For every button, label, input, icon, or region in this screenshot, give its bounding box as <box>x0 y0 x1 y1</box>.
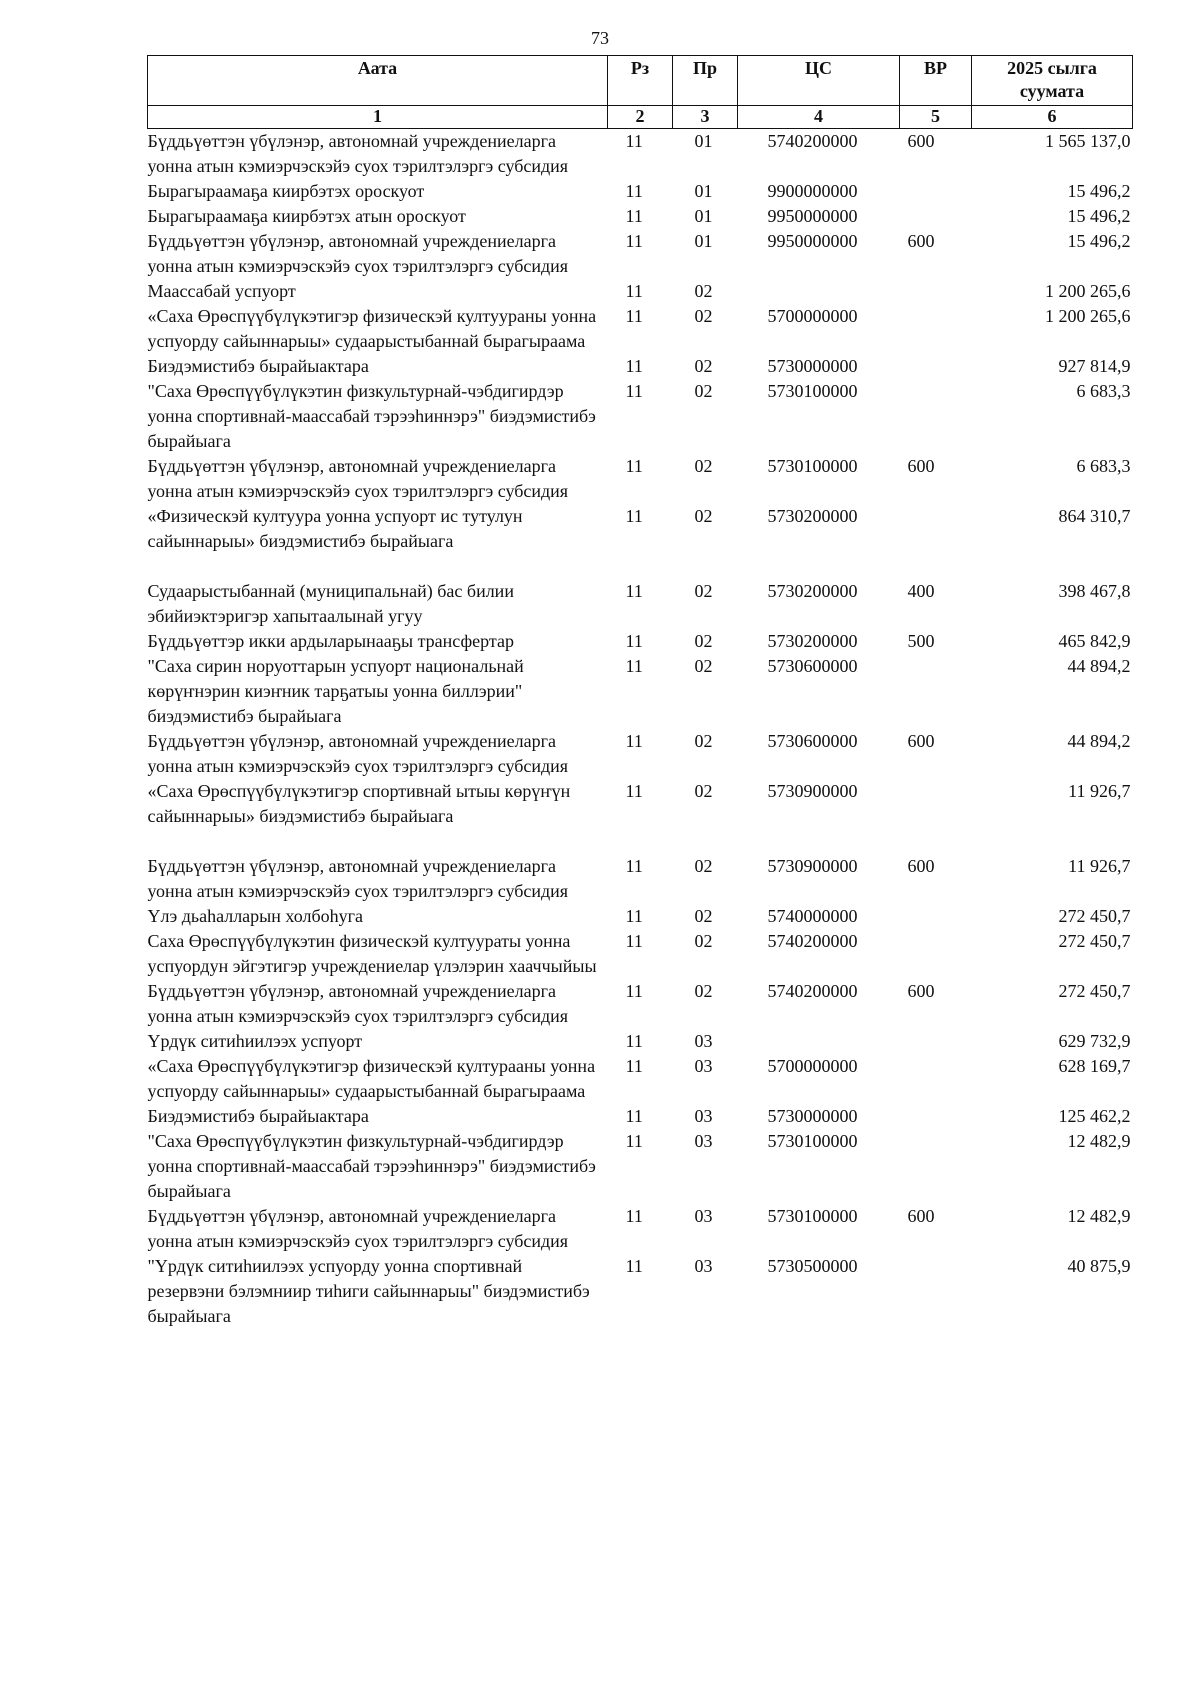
row-name: "Үрдүк ситиһиилээх успуорду уонна спортивнай резервэни бэлэмниир тиһиги сайыннарыы" биэдэмистибэ бырайыага <box>147 1256 590 1326</box>
row-cs: 5730900000 <box>767 856 858 876</box>
row-name: «Физическэй култуура уонна успуорт ис тутулун сайыннарыы» биэдэмистибэ бырайыага <box>147 506 523 551</box>
row-pr: 02 <box>694 931 713 951</box>
row-name: Бүддьүөттэн үбүлэнэр, автономнай учреждениеларга уонна атын кэмиэрчэскэйэ суох тэрилтэлэргэ субсидия <box>147 981 569 1026</box>
row-sum: 927 814,9 <box>1058 356 1131 376</box>
row-vr: 600 <box>907 456 935 476</box>
row-name: Маассабай успуорт <box>147 281 296 301</box>
row-name: Үрдүк ситиһиилээх успуорт <box>147 1031 363 1051</box>
row-pr: 02 <box>694 356 713 376</box>
table-row <box>148 904 1133 929</box>
row-sum: 44 894,2 <box>1067 731 1131 751</box>
row-rz: 11 <box>625 581 643 601</box>
row-cs: 5740000000 <box>767 906 858 926</box>
row-sum: 864 310,7 <box>1058 506 1131 526</box>
row-cs: 5730900000 <box>767 781 858 801</box>
header-number: 6 <box>972 106 1133 129</box>
row-vr: 600 <box>907 856 935 876</box>
row-vr <box>900 904 972 929</box>
row-rz: 11 <box>625 981 643 1001</box>
row-sum: 11 926,7 <box>1068 781 1131 801</box>
table-row <box>148 654 1133 729</box>
row-vr: 500 <box>907 631 935 651</box>
table-row <box>148 504 1133 579</box>
row-name: Үлэ дьаһалларын холбоһуга <box>147 906 363 926</box>
budget-table <box>147 55 1133 1329</box>
row-cs: 5740200000 <box>767 131 858 151</box>
row-sum: 125 462,2 <box>1058 1106 1131 1126</box>
row-sum: 11 926,7 <box>1068 856 1131 876</box>
header-pr: Пр <box>673 56 738 106</box>
row-sum: 6 683,3 <box>1076 381 1131 401</box>
header-sum: 2025 сылга суумата <box>972 56 1133 106</box>
header-name: Аата <box>148 56 608 106</box>
row-rz: 11 <box>625 906 643 926</box>
table-row <box>148 979 1133 1029</box>
row-rz: 11 <box>625 731 643 751</box>
row-vr <box>900 279 972 304</box>
row-pr: 02 <box>694 656 713 676</box>
row-pr: 02 <box>694 781 713 801</box>
row-pr: 01 <box>694 181 713 201</box>
row-vr <box>900 354 972 379</box>
row-cs: 5730200000 <box>767 506 858 526</box>
table-row <box>148 1204 1133 1254</box>
row-vr: 400 <box>907 581 935 601</box>
row-name: Бырагыраамаҕа киирбэтэх ороскуот <box>147 181 425 201</box>
row-name: Саха Өрөспүүбүлүкэтин физическэй култуураты уонна успуордун эйгэтигэр учреждениелар үлэлэрин хааччыйыы <box>147 931 597 976</box>
table-row <box>148 229 1133 279</box>
row-vr <box>900 654 972 729</box>
row-pr: 03 <box>694 1256 713 1276</box>
row-vr <box>900 504 972 579</box>
row-pr: 03 <box>694 1106 713 1126</box>
table-row <box>148 1104 1133 1129</box>
row-name: Биэдэмистибэ бырайыактара <box>147 356 369 376</box>
row-pr: 02 <box>694 906 713 926</box>
row-sum: 628 169,7 <box>1058 1056 1131 1076</box>
row-sum: 272 450,7 <box>1058 931 1131 951</box>
row-cs: 5730100000 <box>767 1131 858 1151</box>
row-vr: 600 <box>907 1206 935 1226</box>
row-sum: 398 467,8 <box>1058 581 1131 601</box>
row-vr <box>900 304 972 354</box>
row-name: Бүддьүөттэн үбүлэнэр, автономнай учреждениеларга уонна атын кэмиэрчэскэйэ суох тэрилтэлэргэ субсидия <box>147 131 569 176</box>
row-vr <box>900 1129 972 1204</box>
row-cs: 5730500000 <box>767 1256 858 1276</box>
row-cs: 5740200000 <box>767 981 858 1001</box>
table-row <box>148 204 1133 229</box>
row-pr: 02 <box>694 856 713 876</box>
page-number: 73 <box>591 28 609 48</box>
row-pr: 03 <box>694 1131 713 1151</box>
row-rz: 11 <box>625 1056 643 1076</box>
table-row <box>148 279 1133 304</box>
row-sum: 15 496,2 <box>1067 181 1131 201</box>
row-name: Бүддьүөттэн үбүлэнэр, автономнай учреждениеларга уонна атын кэмиэрчэскэйэ суох тэрилтэлэргэ субсидия <box>147 731 569 776</box>
table-row <box>148 854 1133 904</box>
row-name: Бүддьүөттэн үбүлэнэр, автономнай учреждениеларга уонна атын кэмиэрчэскэйэ суох тэрилтэлэргэ субсидия <box>147 231 569 276</box>
table-row <box>148 579 1133 629</box>
row-rz: 11 <box>625 781 643 801</box>
row-sum: 15 496,2 <box>1067 231 1131 251</box>
row-cs: 9900000000 <box>767 181 858 201</box>
row-rz: 11 <box>625 281 643 301</box>
row-sum: 40 875,9 <box>1067 1256 1131 1276</box>
header-cs: ЦС <box>738 56 900 106</box>
row-pr: 03 <box>694 1056 713 1076</box>
table-row <box>148 929 1133 979</box>
row-cs: 5730100000 <box>767 381 858 401</box>
header-number: 3 <box>673 106 738 129</box>
table-row <box>148 779 1133 854</box>
row-vr: 600 <box>907 981 935 1001</box>
table-row <box>148 129 1133 180</box>
row-sum: 1 565 137,0 <box>1045 131 1131 151</box>
row-cs: 9950000000 <box>767 206 858 226</box>
row-vr: 600 <box>907 731 935 751</box>
row-rz: 11 <box>625 456 643 476</box>
row-rz: 11 <box>625 1206 643 1226</box>
row-cs: 5730600000 <box>767 656 858 676</box>
row-rz: 11 <box>625 1031 643 1051</box>
row-rz: 11 <box>625 381 643 401</box>
row-rz: 11 <box>625 506 643 526</box>
row-cs: 5730000000 <box>767 356 858 376</box>
row-rz: 11 <box>625 1106 643 1126</box>
row-vr: 600 <box>907 231 935 251</box>
row-pr: 02 <box>694 456 713 476</box>
table-row <box>148 1254 1133 1329</box>
row-cs: 5730100000 <box>767 1206 858 1226</box>
header-vr: ВР <box>900 56 972 106</box>
table-row <box>148 304 1133 354</box>
row-cs: 9950000000 <box>767 231 858 251</box>
header-number-row <box>148 106 1133 129</box>
row-cs <box>738 279 900 304</box>
row-pr: 02 <box>694 581 713 601</box>
row-sum: 272 450,7 <box>1058 906 1131 926</box>
table-row <box>148 379 1133 454</box>
row-vr <box>900 929 972 979</box>
table-row <box>148 1054 1133 1104</box>
row-vr <box>900 1254 972 1329</box>
row-vr <box>900 179 972 204</box>
row-cs: 5730200000 <box>767 631 858 651</box>
table-row <box>148 729 1133 779</box>
table-row <box>148 354 1133 379</box>
header-rz: Рз <box>608 56 673 106</box>
row-vr <box>900 1104 972 1129</box>
header-number: 5 <box>900 106 972 129</box>
row-rz: 11 <box>625 231 643 251</box>
row-pr: 02 <box>694 506 713 526</box>
row-name: «Саха Өрөспүүбүлүкэтигэр физическэй културааны уонна успуорду сайыннарыы» судаарыстыбаннай бырагыраама <box>147 1056 596 1101</box>
row-name: «Саха Өрөспүүбүлүкэтигэр спортивнай ытыы көрүҥүн сайыннарыы» биэдэмистибэ бырайыага <box>147 781 571 826</box>
row-pr: 02 <box>694 281 713 301</box>
header-number: 2 <box>608 106 673 129</box>
header-row <box>148 56 1133 106</box>
row-name: "Саха Өрөспүүбүлүкэтин физкультурнай-чэбдигирдэр уонна спортивнай-маассабай тэрээһиннэрэ" биэдэмистибэ бырайыага <box>147 381 596 451</box>
row-name: Бүддьүөттэн үбүлэнэр, автономнай учреждениеларга уонна атын кэмиэрчэскэйэ суох тэрилтэлэргэ субсидия <box>147 1206 569 1251</box>
row-rz: 11 <box>625 1131 643 1151</box>
row-sum: 44 894,2 <box>1067 656 1131 676</box>
row-cs: 5700000000 <box>767 306 858 326</box>
row-name: «Саха Өрөспүүбүлүкэтигэр физическэй култуураны уонна успуорду сайыннарыы» судаарыстыбаннай бырагыраама <box>147 306 597 351</box>
row-rz: 11 <box>625 1256 643 1276</box>
row-pr: 02 <box>694 631 713 651</box>
row-pr: 02 <box>694 731 713 751</box>
row-rz: 11 <box>625 931 643 951</box>
table-row <box>148 179 1133 204</box>
row-name: Бүддьүөттэр икки ардыларынааҕы трансфертар <box>147 631 514 651</box>
row-cs: 5700000000 <box>767 1056 858 1076</box>
row-cs: 5730000000 <box>767 1106 858 1126</box>
table-body <box>148 129 1133 1330</box>
row-sum: 629 732,9 <box>1058 1031 1131 1051</box>
row-name: Бүддьүөттэн үбүлэнэр, автономнай учреждениеларга уонна атын кэмиэрчэскэйэ суох тэрилтэлэргэ субсидия <box>147 456 569 501</box>
row-cs: 5730600000 <box>767 731 858 751</box>
row-pr: 02 <box>694 381 713 401</box>
row-rz: 11 <box>625 306 643 326</box>
row-name: "Саха сирин норуоттарын успуорт национальнай көрүҥнэрин киэҥник тарҕатыы уонна биллэрии" биэдэмистибэ бырайыага <box>147 656 524 726</box>
row-vr <box>900 779 972 854</box>
row-name: Бырагыраамаҕа киирбэтэх атын ороскуот <box>147 206 466 226</box>
row-rz: 11 <box>625 356 643 376</box>
row-sum: 12 482,9 <box>1067 1206 1131 1226</box>
row-rz: 11 <box>625 856 643 876</box>
row-cs <box>738 1029 900 1054</box>
row-cs: 5740200000 <box>767 931 858 951</box>
row-name: Бүддьүөттэн үбүлэнэр, автономнай учреждениеларга уонна атын кэмиэрчэскэйэ суох тэрилтэлэргэ субсидия <box>147 856 569 901</box>
row-rz: 11 <box>625 631 643 651</box>
table-row <box>148 1129 1133 1204</box>
row-rz: 11 <box>625 206 643 226</box>
row-rz: 11 <box>625 131 643 151</box>
header-number: 4 <box>738 106 900 129</box>
table-row <box>148 629 1133 654</box>
row-name: Судаарыстыбаннай (муниципальнай) бас билии эбийиэктэригэр хапытаалынай угуу <box>147 581 514 626</box>
row-pr: 01 <box>694 206 713 226</box>
row-vr <box>900 1029 972 1054</box>
row-vr <box>900 379 972 454</box>
row-sum: 15 496,2 <box>1067 206 1131 226</box>
row-pr: 02 <box>694 306 713 326</box>
table-row <box>148 454 1133 504</box>
row-vr <box>900 204 972 229</box>
table-row <box>148 1029 1133 1054</box>
row-sum: 1 200 265,6 <box>1045 281 1131 301</box>
row-sum: 272 450,7 <box>1058 981 1131 1001</box>
row-cs: 5730100000 <box>767 456 858 476</box>
row-name: Биэдэмистибэ бырайыактара <box>147 1106 369 1126</box>
table-header <box>148 56 1133 129</box>
row-name: "Саха Өрөспүүбүлүкэтин физкультурнай-чэбдигирдэр уонна спортивнай-маассабай тэрээһиннэрэ" биэдэмистибэ бырайыага <box>147 1131 596 1201</box>
row-rz: 11 <box>625 181 643 201</box>
row-pr: 01 <box>694 231 713 251</box>
row-pr: 01 <box>694 131 713 151</box>
row-pr: 03 <box>694 1031 713 1051</box>
header-number: 1 <box>148 106 608 129</box>
row-vr: 600 <box>907 131 935 151</box>
row-sum: 1 200 265,6 <box>1045 306 1131 326</box>
row-sum: 12 482,9 <box>1067 1131 1131 1151</box>
row-pr: 02 <box>694 981 713 1001</box>
row-sum: 6 683,3 <box>1076 456 1131 476</box>
row-pr: 03 <box>694 1206 713 1226</box>
row-sum: 465 842,9 <box>1058 631 1131 651</box>
row-vr <box>900 1054 972 1104</box>
row-cs: 5730200000 <box>767 581 858 601</box>
row-rz: 11 <box>625 656 643 676</box>
